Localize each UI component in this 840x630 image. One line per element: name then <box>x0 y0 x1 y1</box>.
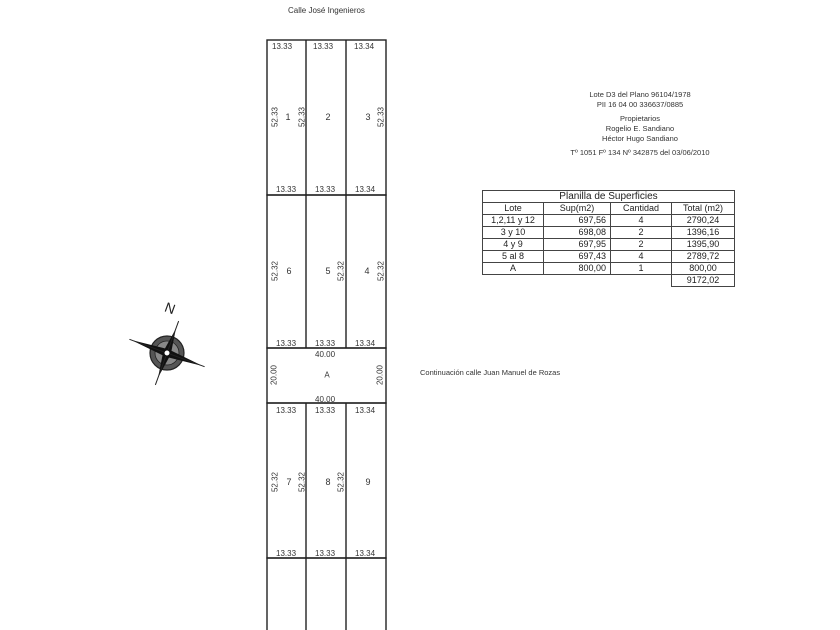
dim-bottom: 13.34 <box>355 339 376 348</box>
street-right-label: Continuación calle Juan Manuel de Rozas <box>420 368 561 377</box>
dim-bottom: 13.34 <box>355 549 376 558</box>
table-cell: 2790,24 <box>672 215 735 227</box>
table-cell: 2789,72 <box>672 251 735 263</box>
table-cell: 1,2,11 y 12 <box>483 215 544 227</box>
table-header: Sup(m2) <box>544 203 611 215</box>
dim-top: 13.34 <box>355 406 376 415</box>
dim-bottom: 13.33 <box>315 339 336 348</box>
table-cell: 2 <box>611 239 672 251</box>
dim-depth: 52.33 <box>376 106 386 128</box>
table-cell: 698,08 <box>544 227 611 239</box>
surface-table <box>482 190 735 287</box>
info-line-registry: Tº 1051 Fº 134 Nº 342875 del 03/06/2010 <box>570 148 710 157</box>
dim-depth: 52.32 <box>270 260 280 282</box>
table-cell: 1396,16 <box>672 227 735 239</box>
info-line-owner-2: Héctor Hugo Sandiano <box>602 134 678 143</box>
lot-number: 4 <box>364 266 370 276</box>
dim-depth: 52.32 <box>270 471 280 493</box>
dim-side: 20.00 <box>269 364 279 386</box>
dim-depth: 52.32 <box>336 260 346 282</box>
info-line-plan: Lote D3 del Plano 96104/1978 <box>589 90 691 99</box>
dim-top: 13.33 <box>313 42 334 51</box>
table-cell: 4 y 9 <box>483 239 544 251</box>
table-total-row <box>483 275 735 287</box>
table-row <box>483 227 735 239</box>
table-header: Lote <box>483 203 544 215</box>
table-cell: 697,95 <box>544 239 611 251</box>
lot-number: 5 <box>325 266 331 276</box>
dim-bottom: 13.34 <box>355 185 376 194</box>
table-cell: 4 <box>611 251 672 263</box>
compass-north-label: N <box>162 298 178 318</box>
table-cell: 697,43 <box>544 251 611 263</box>
lot-number: 9 <box>365 477 371 487</box>
table-cell: 1395,90 <box>672 239 735 251</box>
lot-number: 2 <box>325 112 331 122</box>
owner-info <box>520 90 760 158</box>
dim-bottom: 13.33 <box>276 185 297 194</box>
lot-number: 1 <box>285 112 291 122</box>
block-4-outline <box>267 558 386 630</box>
table-row <box>483 239 735 251</box>
dim-top: 40.00 <box>315 350 336 359</box>
table-row <box>483 263 735 275</box>
dim-depth: 52.32 <box>376 260 386 282</box>
table-header: Total (m2) <box>672 203 735 215</box>
dim-bottom: 13.33 <box>276 549 297 558</box>
table-header: Cantidad <box>611 203 672 215</box>
table-title: Planilla de Superficies <box>483 191 735 203</box>
table-row <box>483 215 735 227</box>
table-row <box>483 251 735 263</box>
dim-depth: 52.33 <box>270 106 280 128</box>
dim-top: 13.33 <box>272 42 293 51</box>
lot-number: 7 <box>286 477 292 487</box>
dim-bottom: 13.33 <box>315 549 336 558</box>
dim-bottom: 13.33 <box>276 339 297 348</box>
dim-side: 20.00 <box>375 364 385 386</box>
dim-depth: 52.32 <box>336 471 346 493</box>
dim-bottom: 40.00 <box>315 395 336 404</box>
lot-number: 3 <box>365 112 371 122</box>
lot-number: 6 <box>286 266 292 276</box>
table-cell: 3 y 10 <box>483 227 544 239</box>
info-line-owner-1: Rogelio E. Sandiano <box>605 124 675 133</box>
info-line-pii: PII 16 04 00 336637/0885 <box>596 100 684 109</box>
table-cell: 800,00 <box>544 263 611 275</box>
lot-number: 8 <box>325 477 331 487</box>
table-cell: 800,00 <box>672 263 735 275</box>
table-cell: 4 <box>611 215 672 227</box>
dim-top: 13.33 <box>315 406 336 415</box>
table-cell: 697,56 <box>544 215 611 227</box>
dim-bottom: 13.33 <box>315 185 336 194</box>
dim-top: 13.33 <box>276 406 297 415</box>
north-compass-icon <box>129 321 204 385</box>
grand-total: 9172,02 <box>672 275 735 287</box>
dim-depth: 52.32 <box>297 471 307 493</box>
dim-top: 13.34 <box>354 42 375 51</box>
lot-a-label: A <box>324 370 330 380</box>
table-cell: A <box>483 263 544 275</box>
street-top-label: Calle José Ingenieros <box>288 6 365 15</box>
dim-depth: 52.33 <box>297 106 307 128</box>
table-cell: 2 <box>611 227 672 239</box>
info-line-owners-heading: Propietarios <box>619 114 661 123</box>
table-cell: 1 <box>611 263 672 275</box>
table-cell: 5 al 8 <box>483 251 544 263</box>
